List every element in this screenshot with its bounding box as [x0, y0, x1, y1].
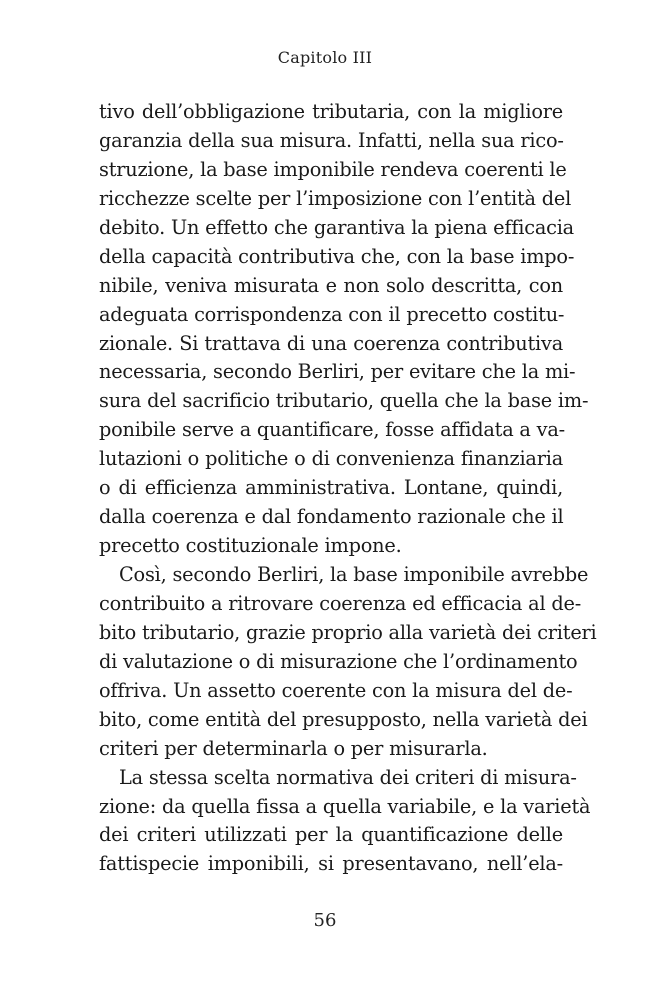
text-line: di valutazione o di misurazione che l’ordinamento: [99, 649, 578, 673]
text-line: adeguata corrispondenza con il precetto costitu-: [99, 302, 565, 326]
text-line: contribuito a ritrovare coerenza ed efficacia al de-: [99, 591, 582, 615]
page-number: 56: [313, 910, 337, 931]
text-line: sura del sacrificio tributario, quella che la base im-: [99, 389, 589, 413]
text-line: zionale. Si trattava di una coerenza contributiva: [99, 331, 563, 355]
text-line: nibile, veniva misurata e non solo descritta, con: [99, 273, 563, 297]
text-line: struzione, la base imponibile rendeva coerenti le: [99, 157, 567, 181]
text-line: tivo dell’obbligazione tributaria, con la migliore: [99, 100, 563, 123]
text-line: criteri per determinarla o per misurarla.: [99, 736, 488, 760]
text-line: garanzia della sua misura. Infatti, nella sua rico-: [99, 128, 564, 152]
text-line: ricchezze scelte per l’imposizione con l’entità del: [99, 186, 572, 210]
text-line: precetto costituzionale impone.: [99, 534, 402, 558]
text-line: La stessa scelta normativa dei criteri di misura-: [119, 765, 577, 789]
text-line: lutazioni o politiche o di convenienza finanziaria: [99, 447, 563, 471]
text-line: zione: da quella fissa a quella variabile, e la varietà: [99, 794, 591, 818]
text-line: dalla coerenza e dal fondamento razionale che il: [99, 505, 564, 529]
text-line: dei criteri utilizzati per la quantificazione delle: [99, 823, 563, 847]
text-line: debito. Un effetto che garantiva la piena efficacia: [99, 215, 574, 239]
text-line: o di efficienza amministrativa. Lontane, quindi,: [99, 476, 563, 500]
text-line: bito tributario, grazie proprio alla varietà dei criteri: [99, 620, 597, 644]
running-head-chapter-title: Capitolo III: [277, 48, 373, 67]
text-line: necessaria, secondo Berliri, per evitare che la mi-: [99, 360, 576, 384]
text-line: offriva. Un assetto coerente con la misura del de-: [99, 678, 573, 702]
text-line: fattispecie imponibili, si presentavano, nell’ela-: [99, 852, 563, 876]
body-text: [99, 98, 597, 879]
text-line: Così, secondo Berliri, la base imponibile avrebbe: [119, 563, 589, 586]
text-line: della capacità contributiva che, con la base impo-: [99, 244, 575, 268]
text-line: ponibile serve a quantificare, fosse affidata a va-: [99, 418, 565, 442]
text-line: bito, come entità del presupposto, nella varietà dei: [99, 707, 588, 731]
